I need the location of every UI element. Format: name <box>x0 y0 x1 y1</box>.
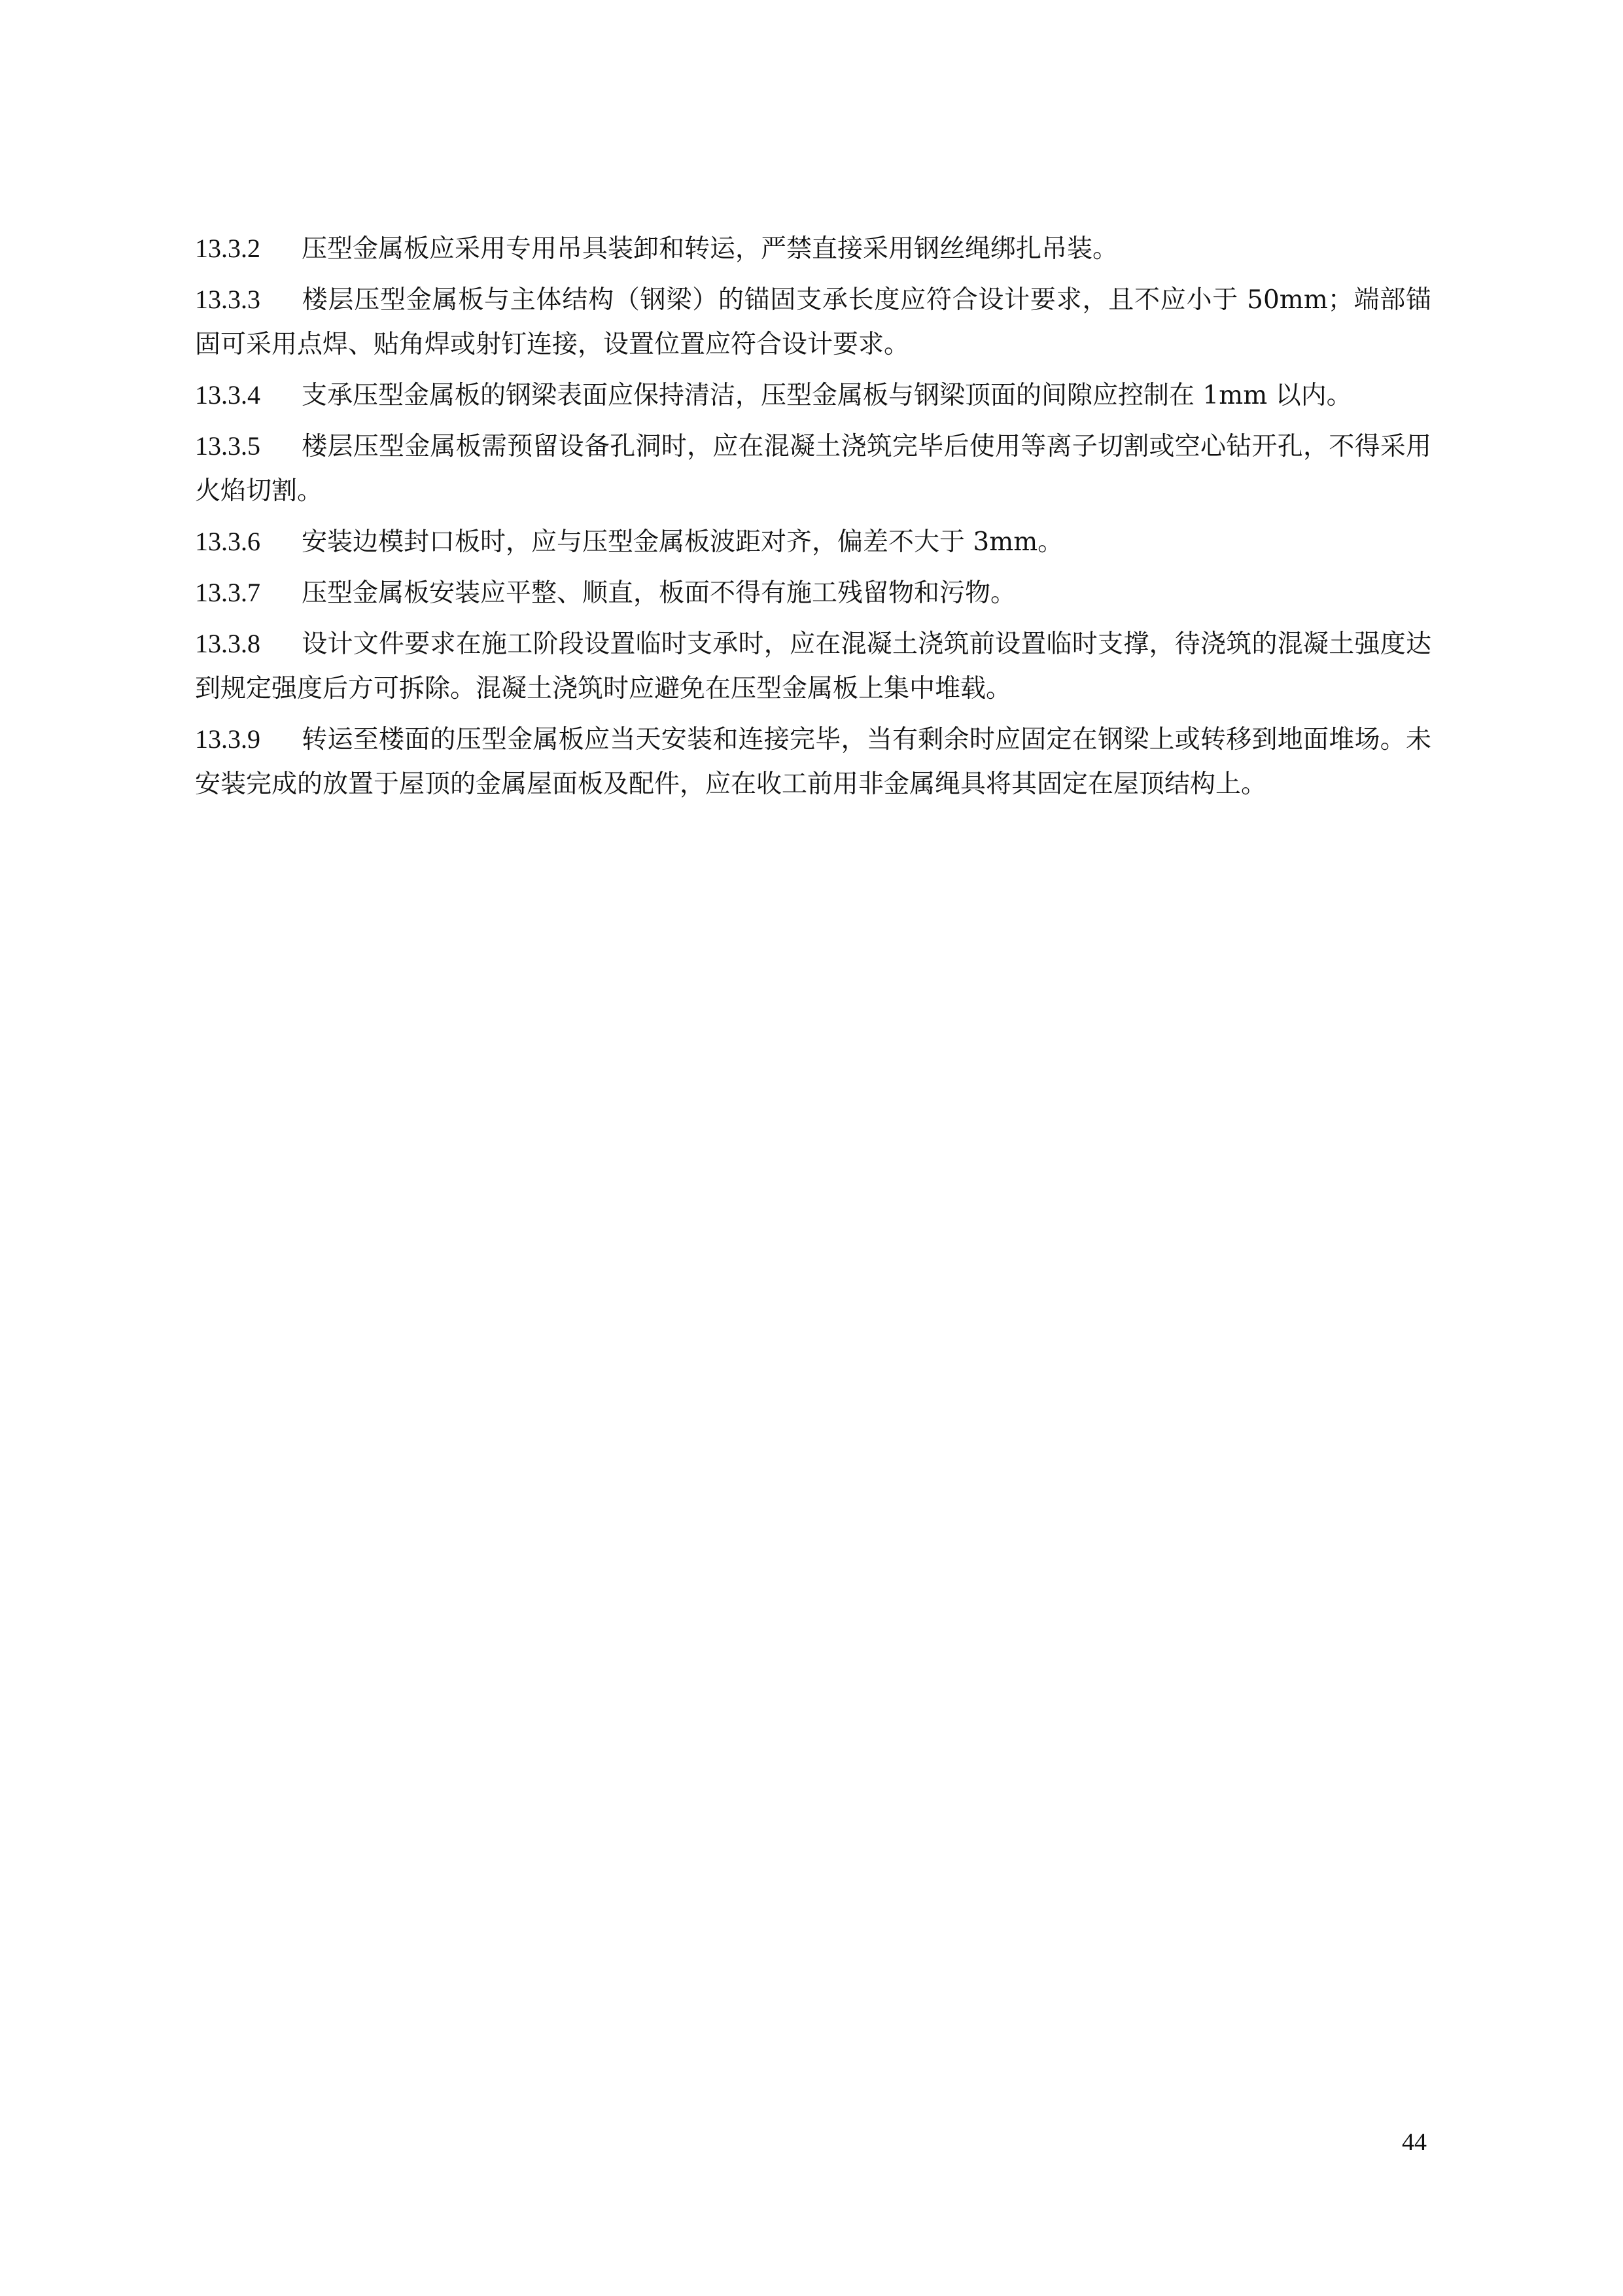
clause-13-3-4 <box>195 373 1431 418</box>
clause-text: 压型金属板应采用专用吊具装卸和转运，严禁直接采用钢丝绳绑扎吊装。 <box>302 234 1119 264</box>
clause-13-3-8 <box>195 622 1431 711</box>
clause-13-3-9 <box>195 717 1431 807</box>
clause-number: 13.3.9 <box>195 724 260 754</box>
clause-number: 13.3.8 <box>195 629 260 658</box>
clause-number: 13.3.7 <box>195 578 260 607</box>
clause-text: 设计文件要求在施工阶段设置临时支承时，应在混凝土浇筑前设置临时支撑，待浇筑的混凝土强度达到规定强度后方可拆除。混凝土浇筑时应避免在压型金属板上集中堆载。 <box>195 629 1431 703</box>
clause-text: 转运至楼面的压型金属板应当天安装和连接完毕，当有剩余时应固定在钢梁上或转移到地面堆场。未安装完成的放置于屋顶的金属屋面板及配件，应在收工前用非金属绳具将其固定在屋顶结构上。 <box>195 725 1431 799</box>
clause-number: 13.3.4 <box>195 380 260 410</box>
clause-13-3-3 <box>195 277 1431 367</box>
clause-13-3-7 <box>195 571 1431 616</box>
clause-text: 楼层压型金属板需预留设备孔洞时，应在混凝土浇筑完毕后使用等离子切割或空心钻开孔，不得采用火焰切割。 <box>195 432 1431 506</box>
clause-text: 压型金属板安装应平整、顺直，板面不得有施工残留物和污物。 <box>302 578 1017 608</box>
clause-text: 楼层压型金属板与主体结构（钢梁）的锚固支承长度应符合设计要求，且不应小于 50mm；端部锚固可采用点焊、贴角焊或射钉连接，设置位置应符合设计要求。 <box>195 285 1431 359</box>
clause-13-3-6 <box>195 520 1431 565</box>
clause-number: 13.3.2 <box>195 234 260 263</box>
page-number: 44 <box>1402 2128 1427 2156</box>
clause-number: 13.3.3 <box>195 285 260 314</box>
clause-13-3-5 <box>195 424 1431 514</box>
clause-text: 安装边模封口板时，应与压型金属板波距对齐，偏差不大于 3mm。 <box>302 527 1064 557</box>
document-body <box>195 226 1431 813</box>
clause-13-3-2 <box>195 226 1431 272</box>
clause-number: 13.3.5 <box>195 431 260 461</box>
clause-number: 13.3.6 <box>195 527 260 556</box>
clause-text: 支承压型金属板的钢梁表面应保持清洁，压型金属板与钢梁顶面的间隙应控制在 1mm 以内。 <box>302 381 1352 410</box>
